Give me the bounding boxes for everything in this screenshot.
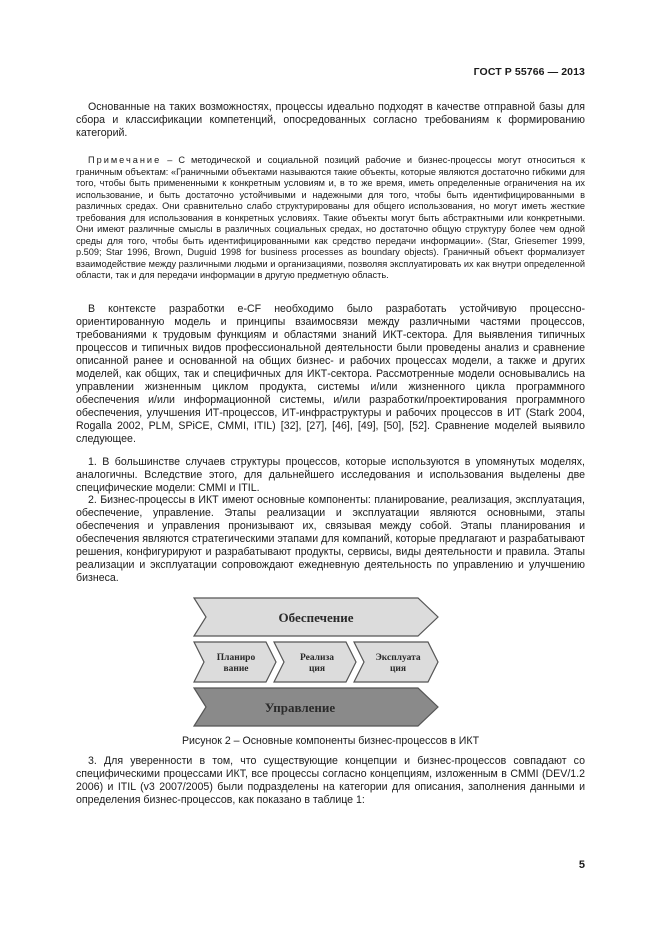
paragraph-intro [76,101,585,140]
business-process-diagram [192,594,444,730]
paragraph-context [76,303,585,446]
chevron-implementation-line2: ция [308,664,326,674]
paragraph-text: 3. Для уверенности в том, что существующие концепции и бизнес-процессов совпадают со специфическими процессами ИКТ, все процессы согласно концепциям, изложенным в CMMI (DEV/1.2 2006) и ITIL (v3 2007/2005) были подразделены на категории для описания, заполнения данными и определения бизнес-процессов, как показано в таблице 1: [76,755,585,806]
page-number: 5 [578,859,585,871]
chevron-operation-line2: ция [389,664,407,674]
chevron-operation-line1: Эксплуата [375,653,421,663]
paragraph-text: 1. В большинстве случаев структуры процессов, которые используются в упомянутых моделях, аналогичны. Вследствие этого, для дальнейшего исследования и использования выделены две специфические модели: CMMI и ITIL. [76,456,585,494]
standard-header: ГОСТ Р 55766 — 2013 [473,66,585,78]
paragraph-text: 2. Бизнес-процессы в ИКТ имеют основные компоненты: планирование, реализация, эксплуатация, обеспечение, управление. Этапы реализации и эксплуатации являются основными, этапы обеспечения и управления пронизывают их, связывая между собой. Этапы планирования и обеспечения являются стратегическими этапами для компаний, которые предлагают и разрабатывают решения, конфигурируют и разрабатывают продукты, сервисы, виды деятельности и правила. Этапы реализации и эксплуатации сопровождают ежедневную деятельность по управлению и улучшению бизнеса. [76,494,585,584]
bottom-arrow-label: Управление [264,700,336,715]
note-block [76,155,585,282]
paragraph-item-2 [76,494,585,585]
chevron-implementation-line1: Реализа [299,653,335,663]
chevron-planning-line2: вание [223,664,249,674]
paragraph-text: В контексте разработки e-CF необходимо было разработать устойчивую процессно-ориентированную модель и принципы взаимосвязи между различными частями процессов, требованиями к трудовым функциям и областями знаний ИКТ-сектора. Для выявления типичных процессов и типичных видов профессиональной деятельности были проведены анализ и сравнение описанной ранее и основанной на общих бизнес- и рабочих процессах модели, а также и других моделей, как общих, так и специфичных для ИКТ-сектора. Рассмотренные модели основывались на управлении жизненным циклом продукта, системы и/или жизненного цикла программного обеспечения и/или информационной системы, и/или разработки/проектирования программного обеспечения, улучшения ИТ-процессов, ИТ-инфраструктуры и рабочих процессов в ИТ (Stark 2004, Rogalla 2002, PLM, SPiCE, CMMI, ITIL) [32], [27], [46], [49], [50], [52]. Сравнение моделей выявило следующее. [76,303,585,445]
top-arrow-label: Обеспечение [278,610,354,625]
note-body: – С методической и социальной позиций рабочие и бизнес-процессы могут относиться к граничным объектам: «Граничными объектами называются такие объекты, которые являются достаточно гибкими для того, чтобы быть примененными к конкретным условиям и, в то же время, иметь определенные ограничения на их использование, и быть достаточно устойчивыми и надежными для того, чтобы быть идентифицированными в различных средах. Они сравнительно слабо структурированы для общего использования, но могут иметь жесткие требования для использования в конкретных условиях. Такие объекты могут быть абстрактными или конкретными. Они имеют различные смыслы в различных социальных средах, но достаточно общую структуру более чем одной среды для того, чтобы быть идентифицированными как средство передачи информации». (Star, Griesemer 1999, p.509; Star 1996, Brown, Duguid 1998 for business processes as boundary objects). Граничный объект формализует взаимодействие между различными людьми и организациями, позволяя эксплуатировать их как внутри определенной области, так и для передачи информации в другую предметную область. [76,155,585,280]
paragraph-item-1 [76,456,585,495]
paragraph-item-3 [76,755,585,807]
note-text [76,155,585,282]
figure-caption: Рисунок 2 – Основные компоненты бизнес-процессов в ИКТ [181,735,480,747]
paragraph-text: Основанные на таких возможностях, процессы идеально подходят в качестве отправной базы для сбора и классификации компетенций, опосредованных согласно требованиям к формированию категорий. [76,101,585,139]
chevron-planning-line1: Планиро [216,653,256,663]
note-label: Примечание [88,155,162,165]
